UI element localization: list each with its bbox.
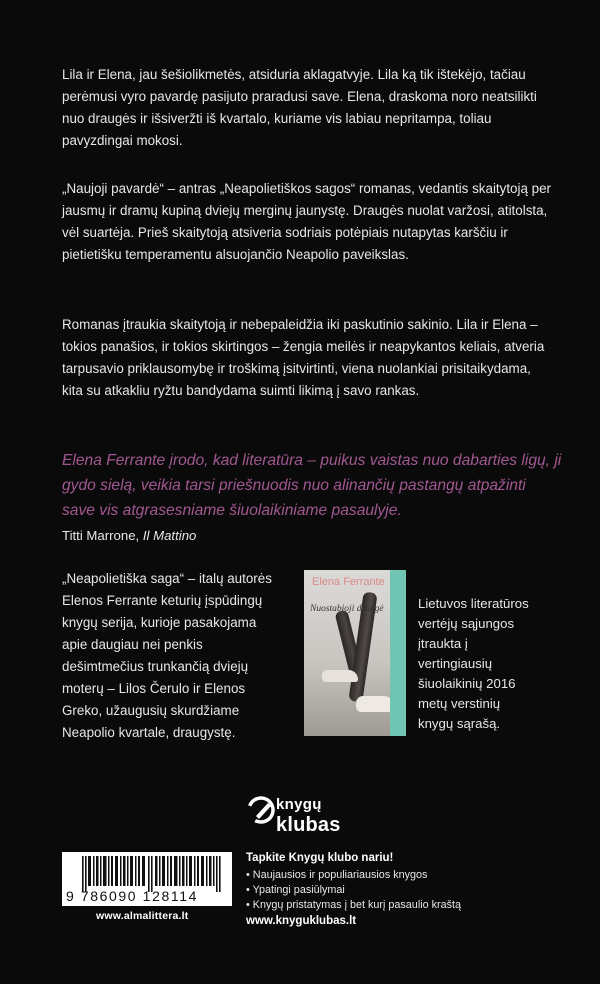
cover-author: Elena Ferrante bbox=[312, 576, 385, 588]
isbn-number: 9 786090 128114 bbox=[66, 888, 198, 904]
quote-source: Il Mattino bbox=[142, 528, 197, 543]
series-description: „Neapolietiška saga“ – italų autorės Elenos Ferrante keturių įspūdingų knygų serija, kurioje pasakojama apie daugiau nei penkis dešimtmečius trunkančią dviejų moterų – Lilos Čerulo ir Elenos Greko, užaugusių skurdžiame Neapolio kvartale, draugystę. bbox=[62, 571, 272, 740]
club-benefits-list bbox=[246, 868, 461, 913]
club-benefit-item: • Naujausios ir populiariausios knygos bbox=[246, 868, 461, 883]
cover-title: Nuostabioji draugė bbox=[310, 604, 384, 614]
club-website[interactable]: www.knyguklubas.lt bbox=[246, 915, 357, 927]
cover-figure-shoe bbox=[322, 670, 358, 682]
barcode-bars bbox=[82, 856, 226, 892]
logo-text-line2: klubas bbox=[276, 814, 341, 836]
knygu-klubas-logo-icon bbox=[246, 794, 280, 828]
club-benefit-item: • Ypatingi pasiūlymai bbox=[246, 883, 461, 898]
award-text: Lietuvos literatūros vertėjų sąjungos įtraukta į vertingiausių šiuolaikinių 2016 metų verstinių knygų sąrašą. bbox=[418, 596, 529, 731]
description-paragraph-2: „Naujoji pavardė“ – antras „Neapolietiškos sagos“ romanas, vedantis skaitytoją per jausmų ir dramų kupiną dviejų merginų jaunystę. Draugės nuolat varžosi, atitolsta, vėl suartėja. Prieš skaitytoją atsiveria sodriais potėpiais nutapytas karščiu ir pietietišku temperamentu alsuojančio Neapolio paveikslas. bbox=[62, 181, 551, 262]
isbn-barcode bbox=[62, 852, 232, 906]
knygu-klubas-logo[interactable] bbox=[246, 794, 356, 842]
logo-text-line1: knygų bbox=[276, 796, 322, 813]
publisher-website[interactable]: www.almalittera.lt bbox=[96, 910, 189, 922]
description-paragraph-1: Lila ir Elena, jau šešiolikmetės, atsiduria aklagatvyje. Lila ką tik ištekėjo, tačiau perėmusi vyro pavardę pasijuto praradusi save. Elena, draskoma noro neatsilikti nuo draugės ir išsiveržti iš kvartalo, kuriame vis labiau nepritampa, toliau pavyzdingai mokosi. bbox=[62, 67, 537, 148]
review-quote: Elena Ferrante įrodo, kad literatūra – puikus vaistas nuo dabarties ligų, ji gydo sielą, veikia tarsi priešnuodis nuo alinančių pastangų atpažinti save vis atgrasesniame šiuolaikiniame pasaulyje. bbox=[62, 452, 562, 519]
book-cover-image bbox=[304, 570, 406, 736]
description-paragraph-3: Romanas įtraukia skaitytoją ir nebepaleidžia iki paskutinio sakinio. Lila ir Elena – tokios panašios, ir tokios skirtingos – žengia meilės ir neapykantos keliais, atveria tarpusavio priklausomybę ir troškimą įsitvirtinti, viena nuolankiai prisitaikydama, kita su atkakliu ryžtu bandydama suimti likimą į savo rankas. bbox=[62, 317, 545, 398]
quote-citation bbox=[62, 528, 196, 543]
quote-author: Titti Marrone, bbox=[62, 528, 140, 543]
club-title: Tapkite Knygų klubo nariu! bbox=[246, 852, 394, 864]
cover-stripe bbox=[390, 570, 406, 736]
club-benefit-item: • Knygų pristatymas į bet kurį pasaulio kraštą bbox=[246, 898, 461, 913]
